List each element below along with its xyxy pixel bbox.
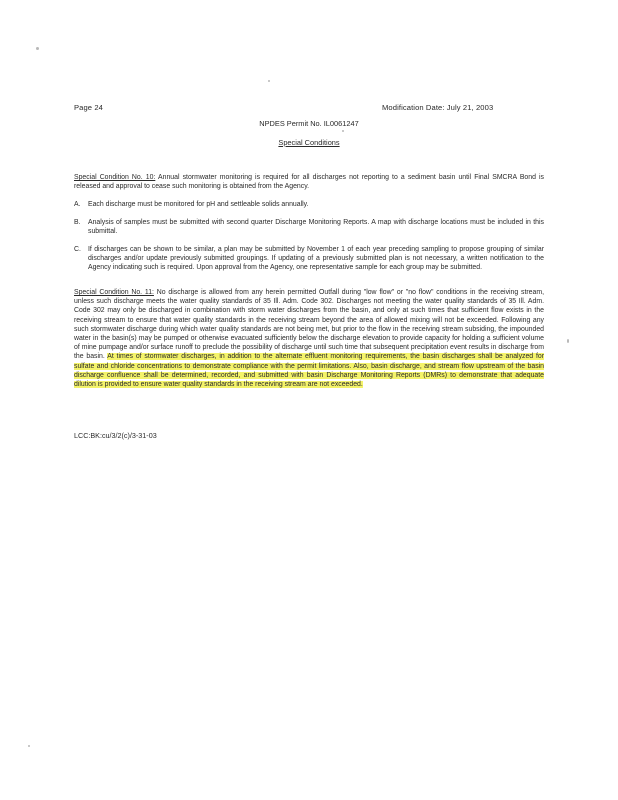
condition-11-text: No discharge is allowed from any herein permitted Outfall during "low flow" or "no flow" conditions in the receiving stream, unless such discharge meets the water quality standards of 35 Ill. Adm. Code 302. Discharges not meeting the water quality standards of 35 Ill. Adm. Code 302 may only be discharged in combination with storm water discharges from the basin, and only at such times that sufficient flow exists in the receiving stream to ensure that water quality standards in the receiving stream beyond the area of allowed mixing will not be exceeded. Following any such stormwater discharge during which water quality standards are not being met, but prior to the flow in the receiving stream subsiding, the impounded water in the basin(s) may be pumped or otherwise evacuated sufficiently below the discharge elevation to provide capacity for holding a sufficient volume of mine pumpage and/or surface runoff to preclude the possibility of discharge until such time that subsequent precipitation event results in discharge from the basin. (74, 289, 544, 361)
scan-speck (268, 80, 270, 82)
special-condition-10 (74, 173, 544, 191)
scan-speck (567, 339, 569, 343)
highlighted-text: At times of stormwater discharges, in addition to the alternate effluent monitoring requirements, the basin discharges shall be analyzed for sulfate and chloride concentrations to demonstrate compliance with the permit limitations. Also, basin discharge, and stream flow upstream of the basin discharge confluence shall be determined, recorded, and submitted with basin Discharge Monitoring Reports (DMRs) to demonstrate that adequate dilution is provided to ensure water quality standards in the receiving stream are not exceeded. (74, 353, 544, 389)
condition-11-label: Special Condition No. 11: (74, 289, 154, 296)
item-letter: B. (74, 219, 81, 226)
scan-speck (28, 745, 30, 747)
item-text: Analysis of samples must be submitted with second quarter Discharge Monitoring Reports. A map with discharge locations must be included in this submittal. (88, 219, 544, 236)
condition-10-text: Annual stormwater monitoring is required for all discharges not reporting to a sediment basin until Final SMCRA Bond is released and approval to cease such monitoring is obtained from the Agency. (74, 174, 544, 191)
special-condition-11 (74, 288, 544, 389)
permit-number: NPDES Permit No. IL0061247 (259, 119, 359, 128)
item-text: Each discharge must be monitored for pH and settleable solids annually. (88, 201, 309, 208)
item-letter: C. (74, 246, 81, 253)
modification-date: Modification Date: July 21, 2003 (382, 103, 494, 112)
condition-10-label: Special Condition No. 10: (74, 174, 156, 181)
section-title: Special Conditions (278, 138, 340, 147)
item-text: If discharges can be shown to be similar, a plan may be submitted by November 1 of each year preceding sampling to propose grouping of similar discharges and/or update previously submitted groupings. If updating of a previously submitted plan is not necessary, a written notification to the Agency indicating such is required. Upon approval from the Agency, one representative sample for each group may be submitted. (88, 246, 544, 272)
footer-code: LCC:BK:cu/3/2(c)/3-31-03 (74, 431, 157, 440)
scan-speck (342, 130, 344, 132)
item-letter: A. (74, 201, 81, 208)
scan-speck (36, 47, 39, 50)
page-number: Page 24 (74, 103, 103, 112)
